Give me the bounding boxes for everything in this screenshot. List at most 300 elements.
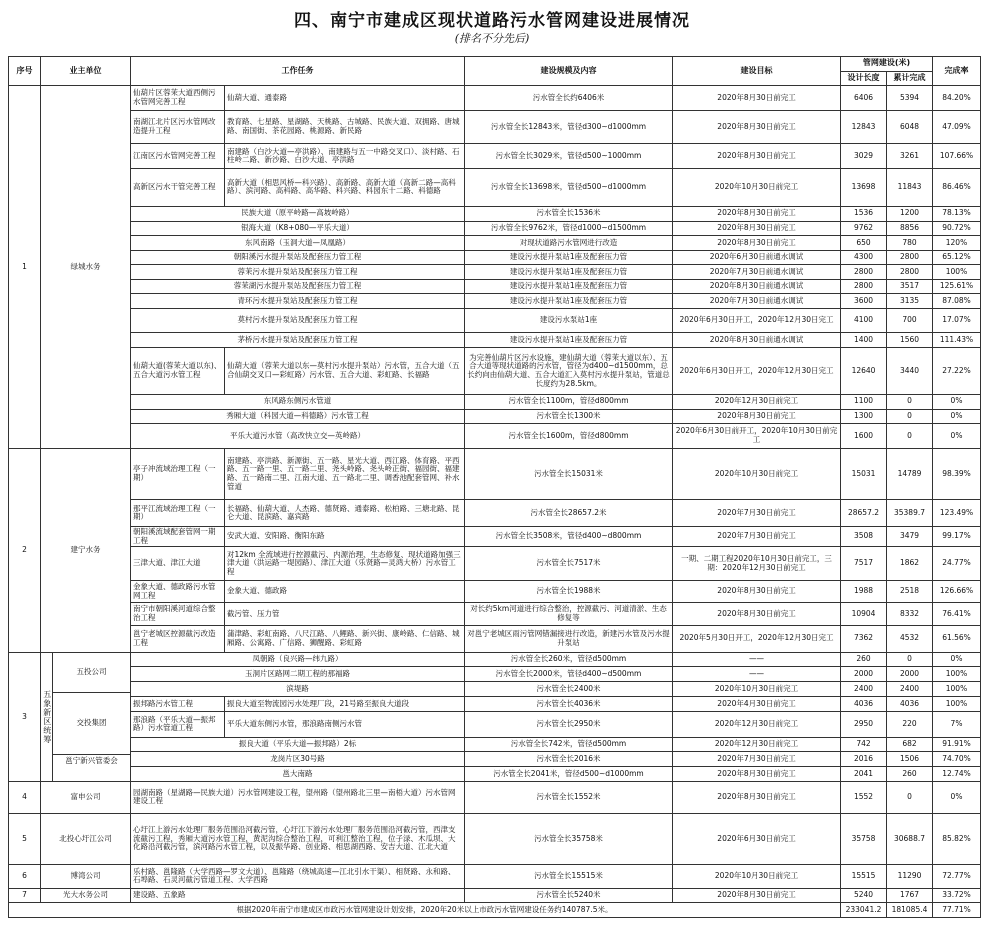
task-detail-cell: 安武大道、安阳路、衡阳东路 bbox=[225, 527, 465, 547]
page-subtitle: (排名不分先后) bbox=[454, 32, 530, 45]
completed-length-cell: 0 bbox=[887, 424, 933, 449]
completed-length-cell: 4532 bbox=[887, 625, 933, 652]
table-row bbox=[9, 652, 981, 667]
col-rate-header: 完成率 bbox=[933, 57, 981, 86]
design-length-cell: 4036 bbox=[841, 697, 887, 712]
completion-rate-cell: 87.08% bbox=[933, 294, 981, 309]
project-name-cell: 三津大道、津江大道 bbox=[131, 547, 225, 581]
design-length-cell: 12640 bbox=[841, 347, 887, 394]
table-row bbox=[9, 294, 981, 309]
design-length-cell: 7362 bbox=[841, 625, 887, 652]
design-length-cell: 4300 bbox=[841, 250, 887, 265]
project-name-cell: 邕宁老城区控源截污改造工程 bbox=[131, 625, 225, 652]
design-length-cell: 1600 bbox=[841, 424, 887, 449]
task-cell: 青环污水提升泵站及配套压力管工程 bbox=[131, 294, 465, 309]
table-row bbox=[9, 409, 981, 424]
scale-cell: 建设污水提升泵站1座及配套压力管 bbox=[465, 279, 673, 294]
completed-length-cell: 0 bbox=[887, 782, 933, 813]
scale-cell: 污水管全长5240米 bbox=[465, 888, 673, 903]
table-row bbox=[9, 865, 981, 889]
completion-rate-cell: 72.77% bbox=[933, 865, 981, 889]
project-name-cell: 朝阳溪流域配套管网一期工程 bbox=[131, 527, 225, 547]
completed-length-cell: 780 bbox=[887, 236, 933, 251]
completion-rate-cell: 65.12% bbox=[933, 250, 981, 265]
seq-cell: 4 bbox=[9, 782, 41, 813]
task-cell: 蓉茉湖污水提升泵站及配套压力管工程 bbox=[131, 279, 465, 294]
task-cell: 心圩江上游污水处理厂服务范围沿河截污管，心圩江下游污水处理厂服务范围沿河截污管，西津支流截污工程，秀厢大道污水管工程，黄泥沟综合整治工程，可利江整治工程，位子渌、木瓜坝、大化路沿河截污管，滨河路污水管工程，以及振华路、创业路、相思湖西路、安吉大道、江北大道 bbox=[131, 813, 465, 864]
completion-rate-cell: 100% bbox=[933, 265, 981, 280]
task-cell: 振良大道（平乐大道—振邦路）2标 bbox=[131, 737, 465, 752]
task-detail-cell: 对12km 全流域进行控源截污、内源治理、生态修复、现状道路加强三津大道（洪运路一堤园路）、津江大道（乐贤路—灵鸿大桥）污水管工程 bbox=[225, 547, 465, 581]
project-name-cell: 南宁市朝阳溪河道综合整治工程 bbox=[131, 603, 225, 625]
goal-cell: 2020年8月30日前完工 bbox=[673, 782, 841, 813]
scale-cell: 污水管全长742米，管径d500mm bbox=[465, 737, 673, 752]
total-design-length-cell: 233041.2 bbox=[841, 903, 887, 918]
completed-length-cell: 6048 bbox=[887, 110, 933, 144]
completion-rate-cell: 12.74% bbox=[933, 767, 981, 782]
goal-cell: —— bbox=[673, 667, 841, 682]
owner-cell: 富申公司 bbox=[41, 782, 131, 813]
table-row bbox=[9, 697, 981, 712]
design-length-cell: 9762 bbox=[841, 221, 887, 236]
project-name-cell: 金象大道、德政路污水管网工程 bbox=[131, 580, 225, 602]
design-length-cell: 12843 bbox=[841, 110, 887, 144]
seq-cell: 3 bbox=[9, 652, 41, 782]
completed-length-cell: 3440 bbox=[887, 347, 933, 394]
completed-length-cell: 260 bbox=[887, 767, 933, 782]
table-row bbox=[9, 168, 981, 206]
goal-cell: 2020年10月30日前完工 bbox=[673, 448, 841, 499]
design-length-cell: 2041 bbox=[841, 767, 887, 782]
design-length-cell: 5240 bbox=[841, 888, 887, 903]
completion-rate-cell: 100% bbox=[933, 697, 981, 712]
goal-cell: 2020年8月30日前完工 bbox=[673, 409, 841, 424]
scale-cell: 污水管全长2400米 bbox=[465, 682, 673, 697]
task-cell: 滨堤路 bbox=[131, 682, 465, 697]
completion-rate-cell: 84.20% bbox=[933, 86, 981, 111]
goal-cell: 2020年7月30日前完工 bbox=[673, 752, 841, 767]
scale-cell: 建设污水提升泵站1座及配套压力管 bbox=[465, 250, 673, 265]
table-row bbox=[9, 86, 981, 111]
total-note-cell: 根据2020年南宁市建成区市政污水管网建设计划安排，2020年20米以上市政污水管网建设任务约140787.5米。 bbox=[9, 903, 841, 918]
table-row bbox=[9, 682, 981, 697]
table-row bbox=[9, 206, 981, 221]
table-row bbox=[9, 580, 981, 602]
completed-length-cell: 0 bbox=[887, 652, 933, 667]
task-cell: 园湖南路（星湖路—民族大道）污水管网建设工程，望州路（望州路北三里—南梧大道）污水管网建设工程 bbox=[131, 782, 465, 813]
seq-cell: 2 bbox=[9, 448, 41, 652]
project-name-cell: 那平江流域治理工程（一期） bbox=[131, 500, 225, 527]
scale-cell: 对长约5km河道进行综合整治，控源截污、河道清淤、生态修复等 bbox=[465, 603, 673, 625]
completed-length-cell: 14789 bbox=[887, 448, 933, 499]
design-length-cell: 6406 bbox=[841, 86, 887, 111]
completed-length-cell: 3261 bbox=[887, 144, 933, 169]
project-name-cell: 那浪路（平乐大道—振邦路）污水管道工程 bbox=[131, 712, 225, 737]
project-name-cell: 仙葫大道(蓉茉大道以东)、五合大道污水管工程 bbox=[131, 347, 225, 394]
goal-cell: 2020年6月30日开工，2020年12月30日完工 bbox=[673, 308, 841, 333]
completion-rate-cell: 100% bbox=[933, 682, 981, 697]
task-cell: 乐村路、邕隆路（大学西路—罗文大道）、邕隆路（绕城高速—江北引水干渠）、相贤路、永和路、石埠路、石灵河截污管道工程、大学西路 bbox=[131, 865, 465, 889]
goal-cell: 2020年8月30日前完工 bbox=[673, 221, 841, 236]
scale-cell: 建设污水提升泵站1座及配套压力管 bbox=[465, 265, 673, 280]
completed-length-cell: 35389.7 bbox=[887, 500, 933, 527]
table-row bbox=[9, 712, 981, 737]
completion-rate-cell: 78.13% bbox=[933, 206, 981, 221]
goal-cell: 2020年8月30日前完工 bbox=[673, 888, 841, 903]
table-row bbox=[9, 448, 981, 499]
col-goal-header: 建设目标 bbox=[673, 57, 841, 86]
task-detail-cell: 教育路、七星路、星湖路、天桃路、古城路、民族大道、双拥路、唐城路、南国街、茶花园路、桃源路、新民路 bbox=[225, 110, 465, 144]
table-row bbox=[9, 737, 981, 752]
task-cell: 茅桥污水提升泵站及配套压力管工程 bbox=[131, 333, 465, 348]
scale-cell: 污水管全长1552米 bbox=[465, 782, 673, 813]
design-length-cell: 13698 bbox=[841, 168, 887, 206]
owner-cell: 光大水务公司 bbox=[41, 888, 131, 903]
table-row bbox=[9, 279, 981, 294]
completion-rate-cell: 33.72% bbox=[933, 888, 981, 903]
table-row bbox=[9, 110, 981, 144]
goal-cell: 2020年8月30日前通水调试 bbox=[673, 333, 841, 348]
scale-cell: 建设污水泵站1座 bbox=[465, 308, 673, 333]
table-row bbox=[9, 347, 981, 394]
completion-rate-cell: 27.22% bbox=[933, 347, 981, 394]
col-pipe-header: 管网建设(米) bbox=[841, 57, 933, 72]
completion-rate-cell: 24.77% bbox=[933, 547, 981, 581]
scale-cell: 建设污水提升泵站1座及配套压力管 bbox=[465, 333, 673, 348]
completed-length-cell: 3517 bbox=[887, 279, 933, 294]
goal-cell: 2020年8月30日前通水调试 bbox=[673, 279, 841, 294]
goal-cell: 2020年7月30日前通水调试 bbox=[673, 294, 841, 309]
completion-rate-cell: 91.91% bbox=[933, 737, 981, 752]
task-detail-cell: 高新大道（相思风桥—科兴路）、高新路、高新大道（高新二路—高科路）、滨河路、高科路、高华路、科兴路、科园东十二路、科德路 bbox=[225, 168, 465, 206]
design-length-cell: 1552 bbox=[841, 782, 887, 813]
owner-group-label: 五象新区统筹 bbox=[41, 653, 53, 782]
completed-length-cell: 2518 bbox=[887, 580, 933, 602]
scale-cell: 污水管全长1300米 bbox=[465, 409, 673, 424]
goal-cell: 2020年7月30日前通水调试 bbox=[673, 265, 841, 280]
total-completed-length-cell: 181085.4 bbox=[887, 903, 933, 918]
seq-cell: 5 bbox=[9, 813, 41, 864]
goal-cell: —— bbox=[673, 652, 841, 667]
task-cell: 民族大道（原平岭路—高坡岭路） bbox=[131, 206, 465, 221]
completed-length-cell: 2800 bbox=[887, 265, 933, 280]
col-owner-header: 业主单位 bbox=[41, 57, 131, 86]
completed-length-cell: 1767 bbox=[887, 888, 933, 903]
goal-cell: 2020年12月30日前完工 bbox=[673, 737, 841, 752]
goal-cell: 2020年12月30日前完工 bbox=[673, 394, 841, 409]
completion-rate-cell: 85.82% bbox=[933, 813, 981, 864]
completed-length-cell: 682 bbox=[887, 737, 933, 752]
goal-cell: 2020年10月30日前完工 bbox=[673, 682, 841, 697]
completion-rate-cell: 0% bbox=[933, 652, 981, 667]
scale-cell: 对邕宁老城区雨污管网错漏接进行改造，新建污水管及污水提升泵站 bbox=[465, 625, 673, 652]
owner-cell: 建宁水务 bbox=[41, 448, 131, 652]
completion-rate-cell: 74.70% bbox=[933, 752, 981, 767]
completed-length-cell: 8856 bbox=[887, 221, 933, 236]
completion-rate-cell: 98.39% bbox=[933, 448, 981, 499]
design-length-cell: 2016 bbox=[841, 752, 887, 767]
completed-length-cell: 0 bbox=[887, 409, 933, 424]
scale-cell: 污水管全长12843米，管径d300~d1000mm bbox=[465, 110, 673, 144]
completion-rate-cell: 61.56% bbox=[933, 625, 981, 652]
scale-cell: 污水管全长15031米 bbox=[465, 448, 673, 499]
goal-cell: 2020年5月30日开工，2020年12月30日完工 bbox=[673, 625, 841, 652]
design-length-cell: 2950 bbox=[841, 712, 887, 737]
scale-cell: 污水管全长1600m，管径d800mm bbox=[465, 424, 673, 449]
table-row bbox=[9, 603, 981, 625]
task-cell: 平乐大道污水管（高改快立交—英岭路） bbox=[131, 424, 465, 449]
completed-length-cell: 2000 bbox=[887, 667, 933, 682]
completed-length-cell: 220 bbox=[887, 712, 933, 737]
goal-cell: 2020年6月30日前完工 bbox=[673, 813, 841, 864]
progress-table bbox=[8, 56, 981, 918]
completed-length-cell: 30688.7 bbox=[887, 813, 933, 864]
completed-length-cell: 1200 bbox=[887, 206, 933, 221]
sub-owner-label: 交投集团 bbox=[53, 693, 130, 755]
completion-rate-cell: 0% bbox=[933, 424, 981, 449]
project-name-cell: 仙葫片区蓉茉大道西侧污水管网完善工程 bbox=[131, 86, 225, 111]
completion-rate-cell: 47.09% bbox=[933, 110, 981, 144]
col-cum-done-header: 累计完成 bbox=[887, 71, 933, 86]
completed-length-cell: 2800 bbox=[887, 250, 933, 265]
task-cell: 朝阳溪污水提升泵站及配套压力管工程 bbox=[131, 250, 465, 265]
design-length-cell: 3600 bbox=[841, 294, 887, 309]
owner-cell: 博湾公司 bbox=[41, 865, 131, 889]
design-length-cell: 260 bbox=[841, 652, 887, 667]
task-cell: 莫村污水提升泵站及配套压力管工程 bbox=[131, 308, 465, 333]
completed-length-cell: 11290 bbox=[887, 865, 933, 889]
completion-rate-cell: 0% bbox=[933, 394, 981, 409]
completion-rate-cell: 123.49% bbox=[933, 500, 981, 527]
completed-length-cell: 4036 bbox=[887, 697, 933, 712]
goal-cell: 2020年6月30日前开工，2020年10月30日前完工 bbox=[673, 424, 841, 449]
task-detail-cell: 南建路（白沙大道—亭洪路）、南建路与五一中路交叉口）、淡村路、石柱岭二路、新沙路、白沙大道、亭洪路 bbox=[225, 144, 465, 169]
task-detail-cell: 截污管、压力管 bbox=[225, 603, 465, 625]
design-length-cell: 35758 bbox=[841, 813, 887, 864]
design-length-cell: 1536 bbox=[841, 206, 887, 221]
table-row bbox=[9, 527, 981, 547]
scale-cell: 污水管全长1988米 bbox=[465, 580, 673, 602]
completion-rate-cell: 111.43% bbox=[933, 333, 981, 348]
scale-cell: 污水管全长9762米，管径d1000~d1500mm bbox=[465, 221, 673, 236]
table-row bbox=[9, 667, 981, 682]
design-length-cell: 2800 bbox=[841, 279, 887, 294]
scale-cell: 污水管全长2041米，管径d500~d1000mm bbox=[465, 767, 673, 782]
completion-rate-cell: 0% bbox=[933, 409, 981, 424]
project-name-cell: 高新区污水干管完善工程 bbox=[131, 168, 225, 206]
scale-cell: 污水管全长3029米，管径d500~1000mm bbox=[465, 144, 673, 169]
owner-cell: 北投心圩江公司 bbox=[41, 813, 131, 864]
completion-rate-cell: 90.72% bbox=[933, 221, 981, 236]
col-seq-header: 序号 bbox=[9, 57, 41, 86]
scale-cell: 污水管全长7517米 bbox=[465, 547, 673, 581]
completion-rate-cell: 17.07% bbox=[933, 308, 981, 333]
design-length-cell: 3508 bbox=[841, 527, 887, 547]
completed-length-cell: 1506 bbox=[887, 752, 933, 767]
completion-rate-cell: 99.17% bbox=[933, 527, 981, 547]
design-length-cell: 3029 bbox=[841, 144, 887, 169]
completion-rate-cell: 107.66% bbox=[933, 144, 981, 169]
design-length-cell: 7517 bbox=[841, 547, 887, 581]
goal-cell: 2020年7月30日前完工 bbox=[673, 500, 841, 527]
table-row bbox=[9, 236, 981, 251]
task-detail-cell: 平乐大道东侧污水管，那浪路南侧污水管 bbox=[225, 712, 465, 737]
goal-cell: 2020年4月30日前完工 bbox=[673, 697, 841, 712]
scale-cell: 建设污水提升泵站1座及配套压力管 bbox=[465, 294, 673, 309]
owner-cell bbox=[41, 652, 131, 782]
design-length-cell: 28657.2 bbox=[841, 500, 887, 527]
design-length-cell: 650 bbox=[841, 236, 887, 251]
completed-length-cell: 8332 bbox=[887, 603, 933, 625]
goal-cell: 2020年6月30日前通水调试 bbox=[673, 250, 841, 265]
task-cell: 银海大道（K8+080—平乐大道） bbox=[131, 221, 465, 236]
design-length-cell: 2800 bbox=[841, 265, 887, 280]
task-detail-cell: 蒲津路、彩虹南路、八尺江路、八鲤路、新兴街、康岭路、仁信路、城厢路、公寓路、广信路、狮醒路、彩虹路 bbox=[225, 625, 465, 652]
completion-rate-cell: 120% bbox=[933, 236, 981, 251]
scale-cell: 污水管全长35758米 bbox=[465, 813, 673, 864]
task-detail-cell: 南建路、亭洪路、新源街、五一路、星光大道、西江路、体育路、平西路、五一路一里、五一路二里、尧头岭路、尧头岭正街、福园街、福建路、五一路南二里、江南大道、五一路北二里、调香池配套管网、补水管道 bbox=[225, 448, 465, 499]
task-detail-cell: 振良大道至物流园污水处理厂段，21号路至振良大道段 bbox=[225, 697, 465, 712]
task-detail-cell: 仙葫大道、通泰路 bbox=[225, 86, 465, 111]
completion-rate-cell: 7% bbox=[933, 712, 981, 737]
total-row bbox=[9, 903, 981, 918]
completed-length-cell: 11843 bbox=[887, 168, 933, 206]
task-cell: 秀厢大道（科园大道—科德路）污水管工程 bbox=[131, 409, 465, 424]
goal-cell: 2020年8月30日前完工 bbox=[673, 110, 841, 144]
table-row bbox=[9, 333, 981, 348]
scale-cell: 污水管全长13698米，管径d500~d1000mm bbox=[465, 168, 673, 206]
completed-length-cell: 1862 bbox=[887, 547, 933, 581]
completion-rate-cell: 86.46% bbox=[933, 168, 981, 206]
completion-rate-cell: 125.61% bbox=[933, 279, 981, 294]
completed-length-cell: 0 bbox=[887, 394, 933, 409]
scale-cell: 为完善仙葫片区污水设施，建仙葫大道（蓉茉大道以东）、五合大道等现状道路的污水管，管径为d400~d1500mm，总长约向由仙葫大道、五合大道汇入莫村污水提升泵站，管道总长度约为28.5km。 bbox=[465, 347, 673, 394]
project-name-cell: 振邦路污水管工程 bbox=[131, 697, 225, 712]
project-name-cell: 亭子冲流域治理工程（一期） bbox=[131, 448, 225, 499]
task-cell: 玉洞片区路网二期工程的那福路 bbox=[131, 667, 465, 682]
goal-cell: 2020年6月30日开工，2020年12月30日完工 bbox=[673, 347, 841, 394]
total-completion-rate-cell: 77.71% bbox=[933, 903, 981, 918]
goal-cell: 2020年8月30日前完工 bbox=[673, 580, 841, 602]
completion-rate-cell: 76.41% bbox=[933, 603, 981, 625]
goal-cell: 2020年10月30日前完工 bbox=[673, 168, 841, 206]
design-length-cell: 1400 bbox=[841, 333, 887, 348]
design-length-cell: 2000 bbox=[841, 667, 887, 682]
design-length-cell: 15515 bbox=[841, 865, 887, 889]
scale-cell: 污水管全长3508米，管径d400~d800mm bbox=[465, 527, 673, 547]
table-row bbox=[9, 782, 981, 813]
table-row bbox=[9, 308, 981, 333]
design-length-cell: 2400 bbox=[841, 682, 887, 697]
scale-cell: 对现状道路污水管网进行改造 bbox=[465, 236, 673, 251]
scale-cell: 污水管全长约6406米 bbox=[465, 86, 673, 111]
project-name-cell: 江南区污水管网完善工程 bbox=[131, 144, 225, 169]
design-length-cell: 10904 bbox=[841, 603, 887, 625]
project-name-cell: 南湖江北片区污水管网改造提升工程 bbox=[131, 110, 225, 144]
table-row bbox=[9, 394, 981, 409]
table-row bbox=[9, 424, 981, 449]
task-detail-cell: 仙葫大道（蓉茉大道以东—莫村污水提升泵站）污水管，五合大道（五合仙葫交叉口—彩虹路）污水管、五合大道、彩虹路、长福路 bbox=[225, 347, 465, 394]
design-length-cell: 1988 bbox=[841, 580, 887, 602]
table-row bbox=[9, 250, 981, 265]
goal-cell: 2020年8月30日前完工 bbox=[673, 236, 841, 251]
goal-cell: 2020年8月30日前完工 bbox=[673, 603, 841, 625]
col-design-len-header: 设计长度 bbox=[841, 71, 887, 86]
scale-cell: 污水管全长4036米 bbox=[465, 697, 673, 712]
table-row bbox=[9, 813, 981, 864]
task-detail-cell: 长福路、仙葫大道、人杰路、德贤路、通泰路、松柏路、三塘北路、昆仑大道、昆滨路、嘉宾路 bbox=[225, 500, 465, 527]
table-row bbox=[9, 888, 981, 903]
design-length-cell: 15031 bbox=[841, 448, 887, 499]
goal-cell: 2020年8月30日前完工 bbox=[673, 206, 841, 221]
completion-rate-cell: 126.66% bbox=[933, 580, 981, 602]
task-cell: 邕大南路 bbox=[131, 767, 465, 782]
header-row bbox=[9, 57, 981, 72]
completed-length-cell: 5394 bbox=[887, 86, 933, 111]
task-cell: 东风南路（玉洞大道—凤凰路） bbox=[131, 236, 465, 251]
task-cell: 龙岗片区30号路 bbox=[131, 752, 465, 767]
goal-cell: 2020年12月30日前完工 bbox=[673, 712, 841, 737]
design-length-cell: 4100 bbox=[841, 308, 887, 333]
completion-rate-cell: 0% bbox=[933, 782, 981, 813]
seq-cell: 7 bbox=[9, 888, 41, 903]
goal-cell: 2020年8月30日前完工 bbox=[673, 144, 841, 169]
table-row bbox=[9, 767, 981, 782]
scale-cell: 污水管全长2000米，管径d400~d500mm bbox=[465, 667, 673, 682]
table-row bbox=[9, 547, 981, 581]
completed-length-cell: 700 bbox=[887, 308, 933, 333]
completed-length-cell: 1560 bbox=[887, 333, 933, 348]
task-cell: 东风路东侧污水管道 bbox=[131, 394, 465, 409]
goal-cell: 2020年8月30日前完工 bbox=[673, 767, 841, 782]
scale-cell: 污水管全长1536米 bbox=[465, 206, 673, 221]
seq-cell: 6 bbox=[9, 865, 41, 889]
table-row bbox=[9, 221, 981, 236]
col-scale-header: 建设规模及内容 bbox=[465, 57, 673, 86]
page-title: 四、南宁市建成区现状道路污水管网建设进展情况 bbox=[294, 11, 690, 31]
scale-cell: 污水管全长2016米 bbox=[465, 752, 673, 767]
task-cell: 凤朝路（良兴路—纬九路） bbox=[131, 652, 465, 667]
scale-cell: 污水管全长15515米 bbox=[465, 865, 673, 889]
scale-cell: 污水管全长260米，管径d500mm bbox=[465, 652, 673, 667]
task-detail-cell: 金象大道、德政路 bbox=[225, 580, 465, 602]
goal-cell: 一期、二期工程2020年10月30日前完工，三期：2020年12月30日前完工 bbox=[673, 547, 841, 581]
sub-owner-label: 邕宁新兴管委会 bbox=[65, 755, 118, 765]
task-cell: 蓉茉污水提升泵站及配套压力管工程 bbox=[131, 265, 465, 280]
completed-length-cell: 3135 bbox=[887, 294, 933, 309]
table-row bbox=[9, 625, 981, 652]
design-length-cell: 1100 bbox=[841, 394, 887, 409]
task-cell: 建设路、五象路 bbox=[131, 888, 465, 903]
scale-cell: 污水管全长1100m，管径d800mm bbox=[465, 394, 673, 409]
scale-cell: 污水管全长2950米 bbox=[465, 712, 673, 737]
completed-length-cell: 2400 bbox=[887, 682, 933, 697]
goal-cell: 2020年8月30日前完工 bbox=[673, 86, 841, 111]
owner-cell: 绿城水务 bbox=[41, 86, 131, 449]
completed-length-cell: 3479 bbox=[887, 527, 933, 547]
design-length-cell: 1300 bbox=[841, 409, 887, 424]
goal-cell: 2020年7月30日前完工 bbox=[673, 527, 841, 547]
table-row bbox=[9, 265, 981, 280]
scale-cell: 污水管全长28657.2米 bbox=[465, 500, 673, 527]
table-row bbox=[9, 752, 981, 767]
seq-cell: 1 bbox=[9, 86, 41, 449]
col-task-header: 工作任务 bbox=[131, 57, 465, 86]
design-length-cell: 742 bbox=[841, 737, 887, 752]
table-row bbox=[9, 144, 981, 169]
table-row bbox=[9, 500, 981, 527]
goal-cell: 2020年10月30日前完工 bbox=[673, 865, 841, 889]
